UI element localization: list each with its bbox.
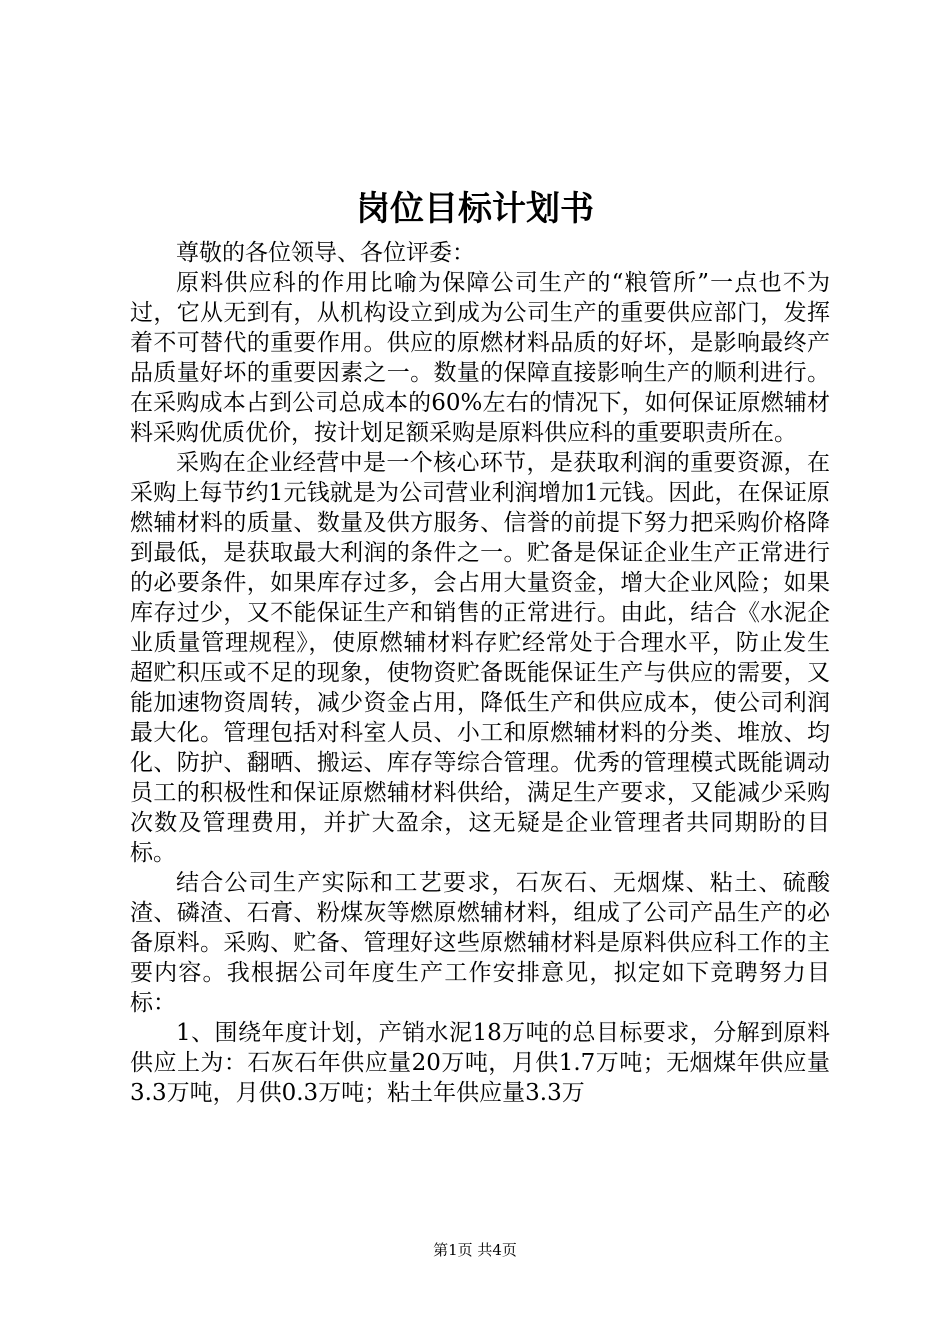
body-paragraph: 结合公司生产实际和工艺要求，石灰石、无烟煤、粘土、硫酸渣、磷渣、石膏、粉煤灰等燃原燃辅材料，组成了公司产品生产的必备原料。采购、贮备、管理好这些原燃辅材料是原料供应科工作的主要内容。我根据公司年度生产工作安排意见，拟定如下竞聘努力目标： <box>130 870 830 1016</box>
document-title: 岗位目标计划书 <box>356 189 594 229</box>
body-paragraph: 1、围绕年度计划，产销水泥18万吨的总目标要求，分解到原料供应上为：石灰石年供应量20万吨，月供1.7万吨；无烟煤年供应量3.3万吨，月供0.3万吨；粘土年供应量3.3万 <box>130 1020 830 1106</box>
body-paragraph: 原料供应科的作用比喻为保障公司生产的“粮管所”一点也不为过，它从无到有，从机构设立到成为公司生产的重要供应部门，发挥着不可替代的重要作用。供应的原燃材料品质的好坏，是影响最终产品质量好坏的重要因素之一。数量的保障直接影响生产的顺利进行。在采购成本占到公司总成本的60%左右的情况下，如何保证原燃辅材料采购优质优价，按计划足额采购是原料供应科的重要职责所在。 <box>130 270 830 446</box>
body-paragraph: 采购在企业经营中是一个核心环节，是获取利润的重要资源，在采购上每节约1元钱就是为公司营业利润增加1元钱。因此，在保证原燃辅材料的质量、数量及供方服务、信誉的前提下努力把采购价格降到最低，是获取最大利润的条件之一。贮备是保证企业生产正常进行的必要条件，如果库存过多，会占用大量资金，增大企业风险；如果库存过少，又不能保证生产和销售的正常进行。由此，结合《水泥企业质量管理规程》，使原燃辅材料存贮经常处于合理水平，防止发生超贮积压或不足的现象，使物资贮备既能保证生产与供应的需要，又能加速物资周转，减少资金占用，降低生产和供应成本，使公司利润最大化。管理包括对科室人员、小工和原燃辅材料的分类、堆放、均化、防护、翻晒、搬运、库存等综合管理。优秀的管理模式既能调动员工的积极性和保证原燃辅材料供给，满足生产要求，又能减少采购次数及管理费用，并扩大盈余，这无疑是企业管理者共同期盼的目标。 <box>130 450 830 866</box>
salutation-paragraph: 尊敬的各位领导、各位评委： <box>176 240 475 266</box>
document-body <box>130 238 830 1108</box>
page-number-footer: 第1页 共4页 <box>433 1241 517 1259</box>
